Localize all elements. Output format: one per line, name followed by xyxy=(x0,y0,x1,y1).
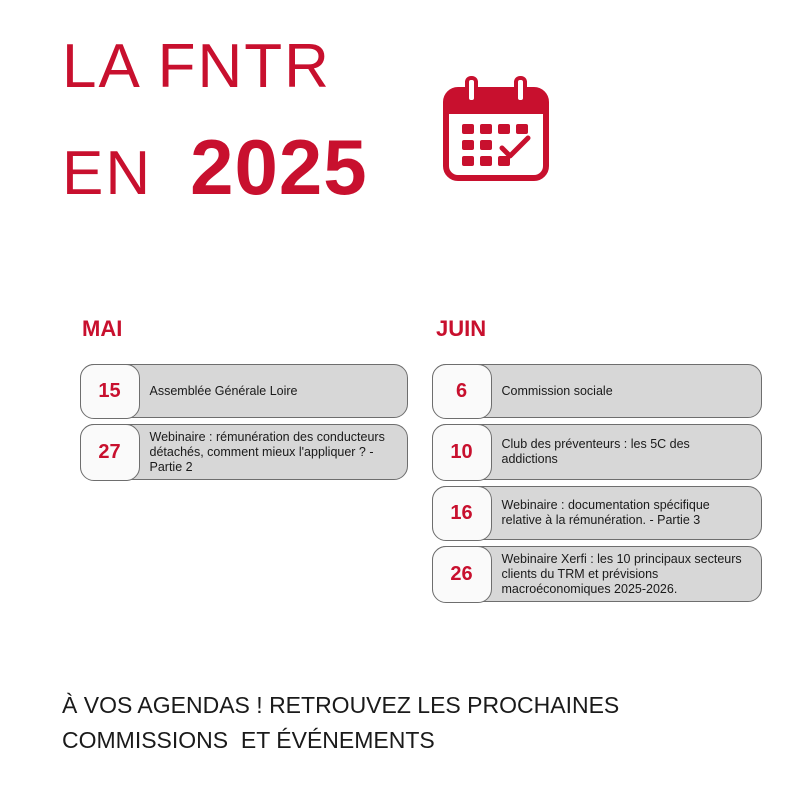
page-title-line2 xyxy=(62,123,368,211)
event-day: 26 xyxy=(432,546,492,603)
event-card xyxy=(432,546,762,602)
event-text: Webinaire : rémunération des conducteurs détachés, comment mieux l'appliquer ? - Partie 2 xyxy=(149,429,385,474)
footer-line2: COMMISSIONS ET ÉVÉNEMENTS xyxy=(62,727,435,753)
month-heading-juin: JUIN xyxy=(436,316,487,341)
footer-callout xyxy=(62,688,619,758)
event-day: 16 xyxy=(432,486,492,541)
event-text: Webinaire Xerfi : les 10 principaux secteurs clients du TRM et prévisions macroéconomiques 2025-2026. xyxy=(501,551,742,596)
event-day: 6 xyxy=(432,364,492,419)
event-card xyxy=(432,486,762,540)
event-day: 10 xyxy=(432,424,492,481)
event-card xyxy=(80,364,408,418)
footer-line1: À VOS AGENDAS ! RETROUVEZ LES PROCHAINES xyxy=(62,692,620,718)
page-title-prefix: EN xyxy=(62,139,153,208)
calendar-check-icon xyxy=(440,72,552,184)
event-text: Club des préventeurs : les 5C des addictions xyxy=(501,437,690,466)
event-card xyxy=(432,424,762,480)
page-title-line1: LA FNTR xyxy=(62,32,331,101)
event-text: Commission sociale xyxy=(501,383,613,398)
event-text: Assemblée Générale Loire xyxy=(149,383,298,398)
event-day: 27 xyxy=(80,424,140,481)
page-title-year: 2025 xyxy=(190,123,368,211)
event-text: Webinaire : documentation spécifique relative à la rémunération. - Partie 3 xyxy=(501,498,710,527)
event-day: 15 xyxy=(80,364,140,419)
event-card xyxy=(432,364,762,418)
event-card xyxy=(80,424,408,480)
month-heading-mai: MAI xyxy=(82,316,123,341)
